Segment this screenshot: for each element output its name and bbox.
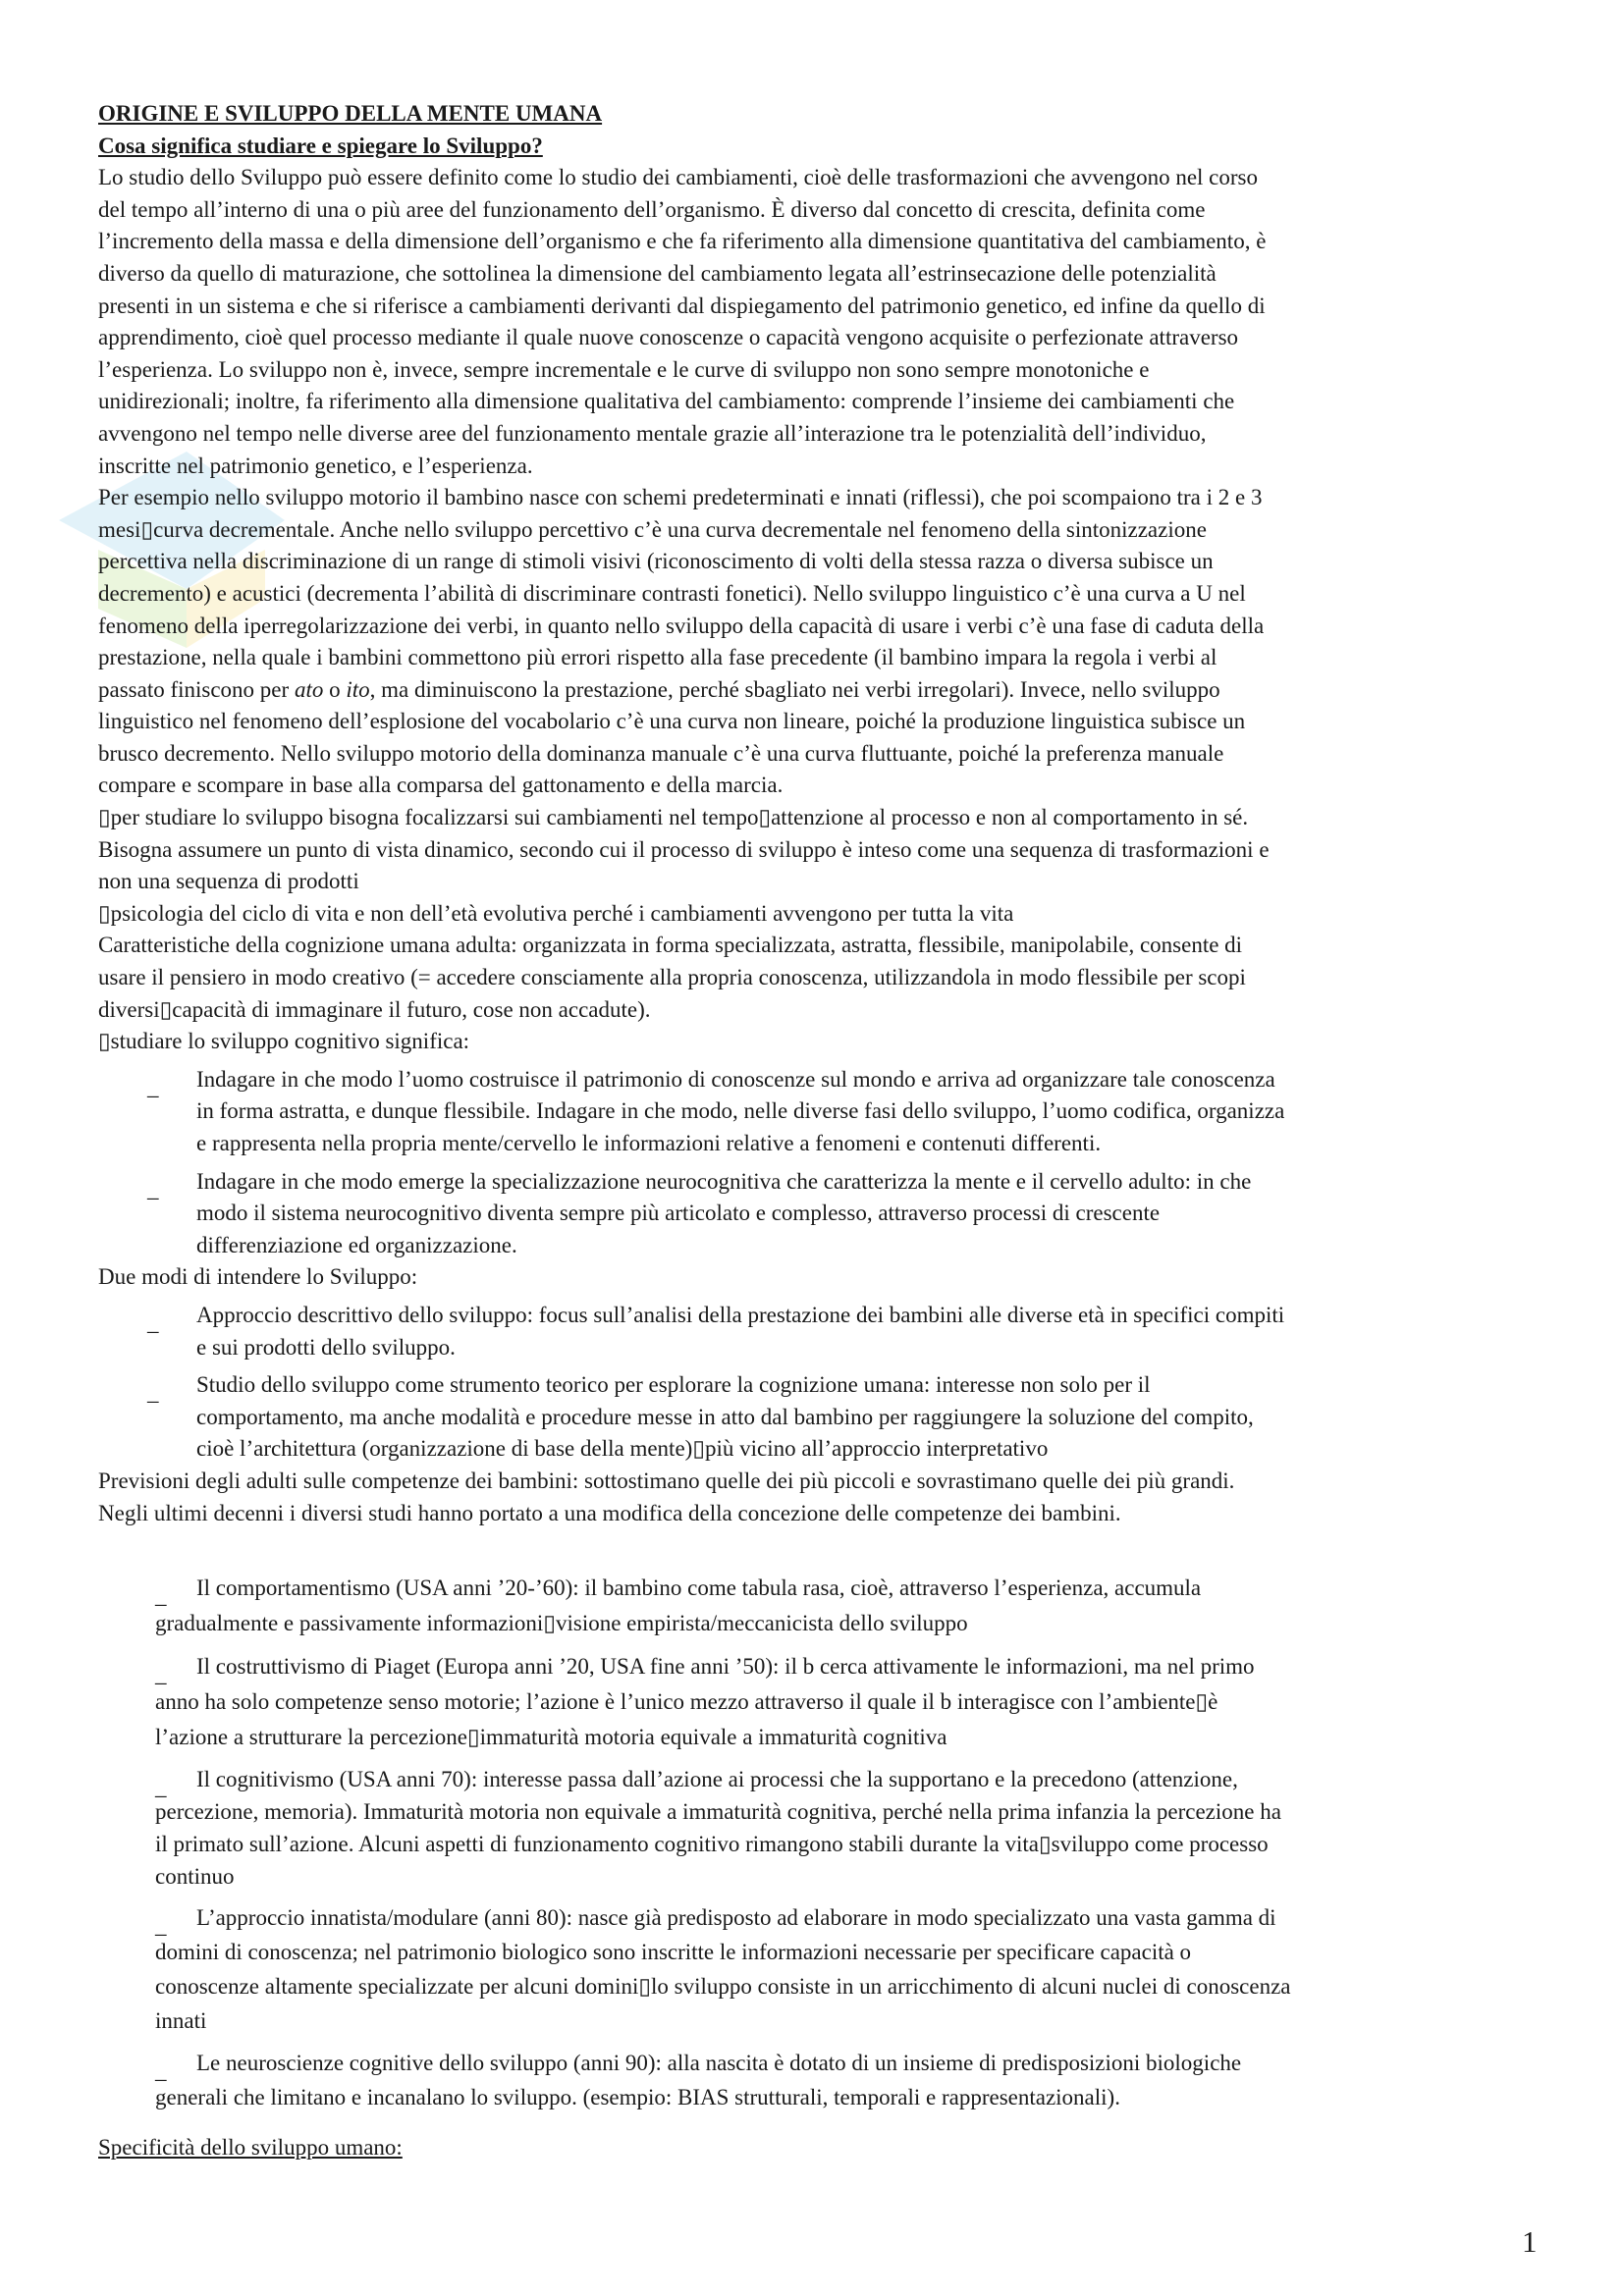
bullet-dash: _ [147,1309,159,1335]
list-item: _ Studio dello sviluppo come strumento teorico per esplorare la cognizione umana: interesse non solo per il comportamento, ma anche modalità e procedure messe in atto dal bambino per raggiungere la soluzione del compito, cioè l’architettura (organizzazione di base della mente)▯più vicino all’approccio interpretativo [147,1372,1254,1462]
text-line: Caratteristiche della cognizione umana adulta: organizzata in forma specializzata, astratta, flessibile, manipolabile, consente di [98,933,1243,958]
bullet-dash: _ [155,1775,167,1800]
text-line: diversi▯capacità di immaginare il futuro, cose non accadute). [98,996,651,1022]
text-line: percettiva nella discriminazione di un range di stimoli visivi (riconoscimento di volti della stessa razza o diversa subisce un [98,549,1214,574]
text-line: fenomeno della iperregolarizzazione dei verbi, in quanto nello sviluppo della capacità di usare i verbi c’è una fase di caduta della [98,613,1265,638]
list-item: _ Approccio descrittivo dello sviluppo: focus sull’analisi della prestazione dei bambini alle diverse età in specifici compiti e sui prodotti dello sviluppo. [147,1302,1285,1360]
bullet-dash: _ [147,1176,159,1201]
text-line: diverso da quello di maturazione, che sottolinea la dimensione del cambiamento legata all’estrinsecazione delle potenzialità [98,260,1217,286]
text-line: inscritte nel patrimonio genetico, e l’esperienza. [98,453,533,478]
bullet-dash: _ [147,1380,159,1406]
text-line: linguistico nel fenomeno dell’esplosione del vocabolario c’è una curva non lineare, poiché la produzione linguistica subisce un [98,709,1246,734]
text-line: presenti in un sistema e che si riferisce a cambiamenti derivanti dal dispiegamento del patrimonio genetico, ed infine da quello di [98,293,1266,318]
paragraph-examples [98,482,1537,1058]
text-line: Lo studio dello Sviluppo può essere definito come lo studio dei cambiamenti, cioè delle trasformazioni che avvengono nel corso [98,165,1258,190]
list-item: _ L’approccio innatista/modulare (anni 80): nasce già predisposto ad elaborare in modo specializzato una vasta gamma di domini di conoscenza; nel patrimonio biologico sono inscritte le informazioni necessarie per specificare capacità o conoscenze altamente specializzate per alcuni domini▯lo sviluppo consiste in un arricchimento di alcuni nuclei di conoscenza innati [155,1905,1291,2034]
text-line: ▯per studiare lo sviluppo bisogna focalizzarsi sui cambiamenti nel tempo▯attenzione al processo e non al comportamento in sé. [98,805,1249,830]
text-line: apprendimento, cioè quel processo mediante il quale nuove conoscenze o capacità vengono acquisite o perfezionate attraverso [98,325,1239,350]
bullet-dash: _ [155,2058,167,2084]
text-line: mesi▯curva decrementale. Anche nello sviluppo percettivo c’è una curva decrementale nel fenomeno della sintonizzazione [98,516,1207,542]
text-line: Bisogna assumere un punto di vista dinamico, secondo cui il processo di sviluppo è inteso come una sequenza di trasformazioni e [98,836,1270,862]
list-item: _ Il comportamentismo (USA anni ’20-’60): il bambino come tabula rasa, cioè, attraverso l’esperienza, accumula gradualmente e passivamente informazioni▯visione empirista/meccanicista dello sviluppo [155,1575,1202,1636]
text-line: l’esperienza. Lo sviluppo non è, invece, sempre incrementale e le curve di sviluppo non sono sempre monotoniche e [98,356,1150,382]
text-line: decremento) e acustici (decrementa l’abilità di discriminare contrasti fonetici). Nello sviluppo linguistico c’è una curva a U nel [98,580,1246,606]
section-heading: Specificità dello sviluppo umano: [98,2135,403,2161]
page-number: 1 [1522,2224,1538,2259]
text-line: del tempo all’interno di una o più aree del funzionamento dell’organismo. È diverso dal concetto di crescita, definita come [98,196,1206,222]
section-subtitle: Cosa significa studiare e spiegare lo Sviluppo? [98,133,543,158]
list-item: _ Indagare in che modo l’uomo costruisce il patrimonio di conoscenze sul mondo e arriva ad organizzare tale conoscenza in forma astratta, e dunque flessibile. Indagare in che modo, nelle diverse fasi dello sviluppo, l’uomo codifica, organizza e rappresenta nella propria mente/cervello le informazioni relative a fenomeni e contenuti differenti. [147,1066,1285,1155]
list-item: _ Il costruttivismo di Piaget (Europa anni ’20, USA fine anni ’50): il b cerca attivamente le informazioni, ma nel primo anno ha solo competenze senso motorie; l’azione è l’unico mezzo attraverso il quale il b interagisce con l’ambiente▯è l’azione a strutturare la percezione▯immaturità motoria equivale a immaturità cognitiva [155,1654,1255,1750]
text-line: Due modi di intendere lo Sviluppo: [98,1264,418,1290]
text-line: Per esempio nello sviluppo motorio il bambino nasce con schemi predeterminati e innati (riflessi), che poi scompaiono tra i 2 e 3 [98,485,1263,510]
text-line: non una sequenza di prodotti [98,869,359,894]
text-line: passato finiscono per ato o ito, ma diminuiscono la prestazione, perché sbagliato nei verbi irregolari). Invece, nello sviluppo [98,676,1220,702]
list-item: _ Il cognitivismo (USA anni 70): interesse passa dall’azione ai processi che la supportano e la precedono (attenzione, percezione, memoria). Immaturità motoria non equivale a immaturità cognitiva, perché nella prima infanzia la percezione ha il primato sull’azione. Alcuni aspetti di funzionamento cognitivo rimangono stabili durante la vita▯sviluppo come processo continuo [155,1767,1281,1890]
text-line: l’incremento della massa e della dimensione dell’organismo e che fa riferimento alla dimensione quantitativa del cambiamento, è [98,229,1267,254]
text-line: brusco decremento. Nello sviluppo motorio della dominanza manuale c’è una curva fluttuante, poiché la preferenza manuale [98,740,1224,766]
text-line: prestazione, nella quale i bambini commettono più errori rispetto alla fase precedente (il bambino impara la regola i verbi al [98,645,1217,670]
document-page [98,98,1537,2164]
text-line: ▯psicologia del ciclo di vita e non dell’età evolutiva perché i cambiamenti avvengono per tutta la vita [98,900,1014,926]
text-line: usare il pensiero in modo creativo (= accedere consciamente alla propria conoscenza, utilizzandola in modo flessibile per scopi [98,965,1246,990]
text-line: Negli ultimi decenni i diversi studi hanno portato a una modifica della concezione delle competenze dei bambini. [98,1500,1121,1525]
text-line: compare e scompare in base alla comparsa del gattonamento e della marcia. [98,773,784,798]
bullet-dash: _ [147,1074,159,1099]
text-line: ▯studiare lo sviluppo cognitivo significa: [98,1029,470,1054]
document-title: ORIGINE E SVILUPPO DELLA MENTE UMANA [98,101,603,126]
text-line: unidirezionali; inoltre, fa riferimento alla dimensione qualitativa del cambiamento: comprende l’insieme dei cambiamenti che [98,389,1235,414]
list-item: _ Indagare in che modo emerge la specializzazione neurocognitiva che caratterizza la mente e il cervello adulto: in che modo il sistema neurocognitivo diventa sempre più articolato e complesso, attraverso processi di crescente differenziazione ed organizzazione. [147,1168,1252,1257]
bullet-dash: _ [155,1913,167,1939]
text-line: avvengono nel tempo nelle diverse aree del funzionamento mentale grazie all’interazione tra le potenzialità dell’individuo, [98,420,1207,446]
bullet-dash: _ [155,1662,167,1687]
paragraph-definition [98,162,1537,482]
bullet-dash: _ [155,1583,167,1609]
text-line: Previsioni degli adulti sulle competenze dei bambini: sottostimano quelle dei più piccoli e sovrastimano quelle dei più grandi. [98,1468,1235,1493]
list-item: _ Le neuroscienze cognitive dello sviluppo (anni 90): alla nascita è dotato di un insieme di predisposizioni biologiche generali che limitano e incanalano lo sviluppo. (esempio: BIAS strutturali, temporali e rappresentazionali). [155,2051,1242,2110]
